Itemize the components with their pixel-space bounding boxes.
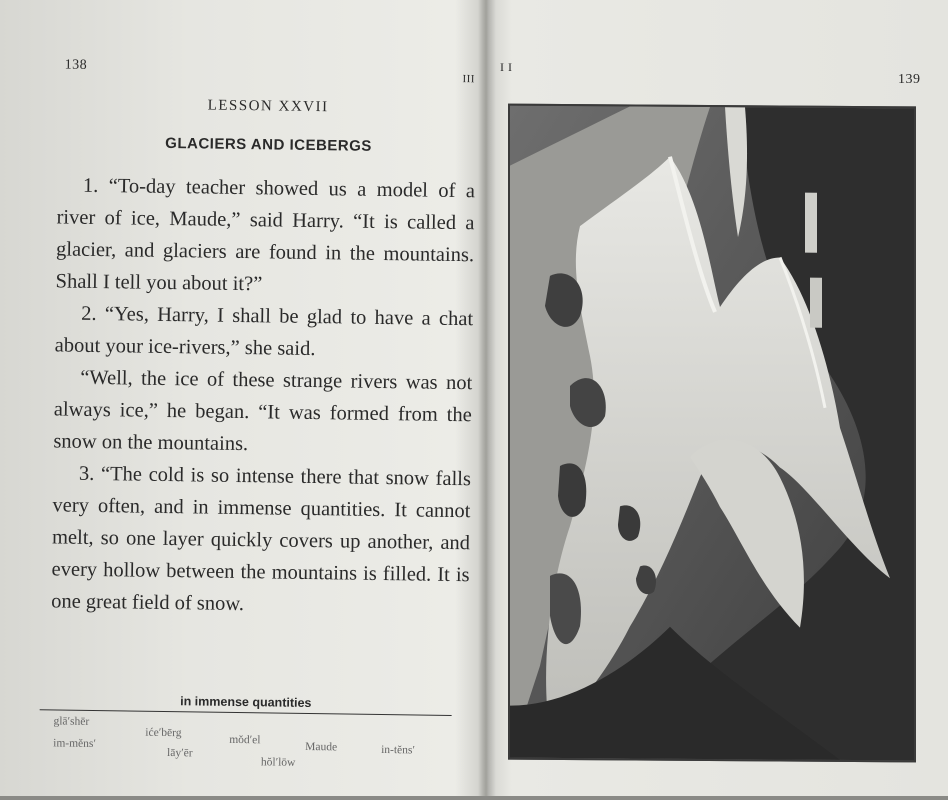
vocab-word: mŏd′el: [229, 733, 261, 747]
vocab-word: iće′bērg: [145, 726, 182, 740]
paragraph-4: 3. “The cold is so intense there that snow falls very often, and in immense quantities. It cannot melt, so one layer quickly covers up another, and every hollow between the mountains is filled. It is one great field of snow.: [51, 462, 472, 616]
vocab-word: in-tĕns′: [381, 744, 416, 757]
lesson-body: [51, 169, 475, 623]
vocab-word: Maude: [305, 740, 338, 754]
vocab-word: hŏl′lōw: [260, 756, 296, 769]
vocab-word: lāy′ēr: [166, 747, 193, 760]
lesson-heading: LESSON XXVII: [207, 97, 329, 116]
chapter-title: GLACIERS AND ICEBERGS: [165, 134, 372, 155]
marginal-mark-right: I I: [500, 60, 513, 74]
paragraph-3: “Well, the ice of these strange rivers was not always ice,” he began. “It was formed from the snow on the mountains.: [53, 366, 473, 456]
vocab-word: glā′shēr: [53, 715, 90, 728]
paragraph-2: 2. “Yes, Harry, I shall be glad to have a chat about your ice-rivers,” she said.: [54, 302, 474, 361]
page-number-right: 139: [898, 72, 921, 87]
vocab-word: im-mĕns′: [53, 737, 97, 751]
paragraph-1: 1. “To-day teacher showed us a model of a river of ice, Maude,” said Harry. “It is called a glacier, and glaciers are found in the mountains. Shall I tell you about it?”: [55, 174, 476, 296]
page-number-left: 138: [64, 57, 88, 73]
glacier-photograph: [508, 104, 916, 763]
vocab-heading: in immense quantities: [180, 694, 312, 711]
glacier-photo-image: [510, 106, 914, 761]
right-page: [490, 0, 948, 796]
marginal-mark-left: III: [462, 73, 476, 86]
